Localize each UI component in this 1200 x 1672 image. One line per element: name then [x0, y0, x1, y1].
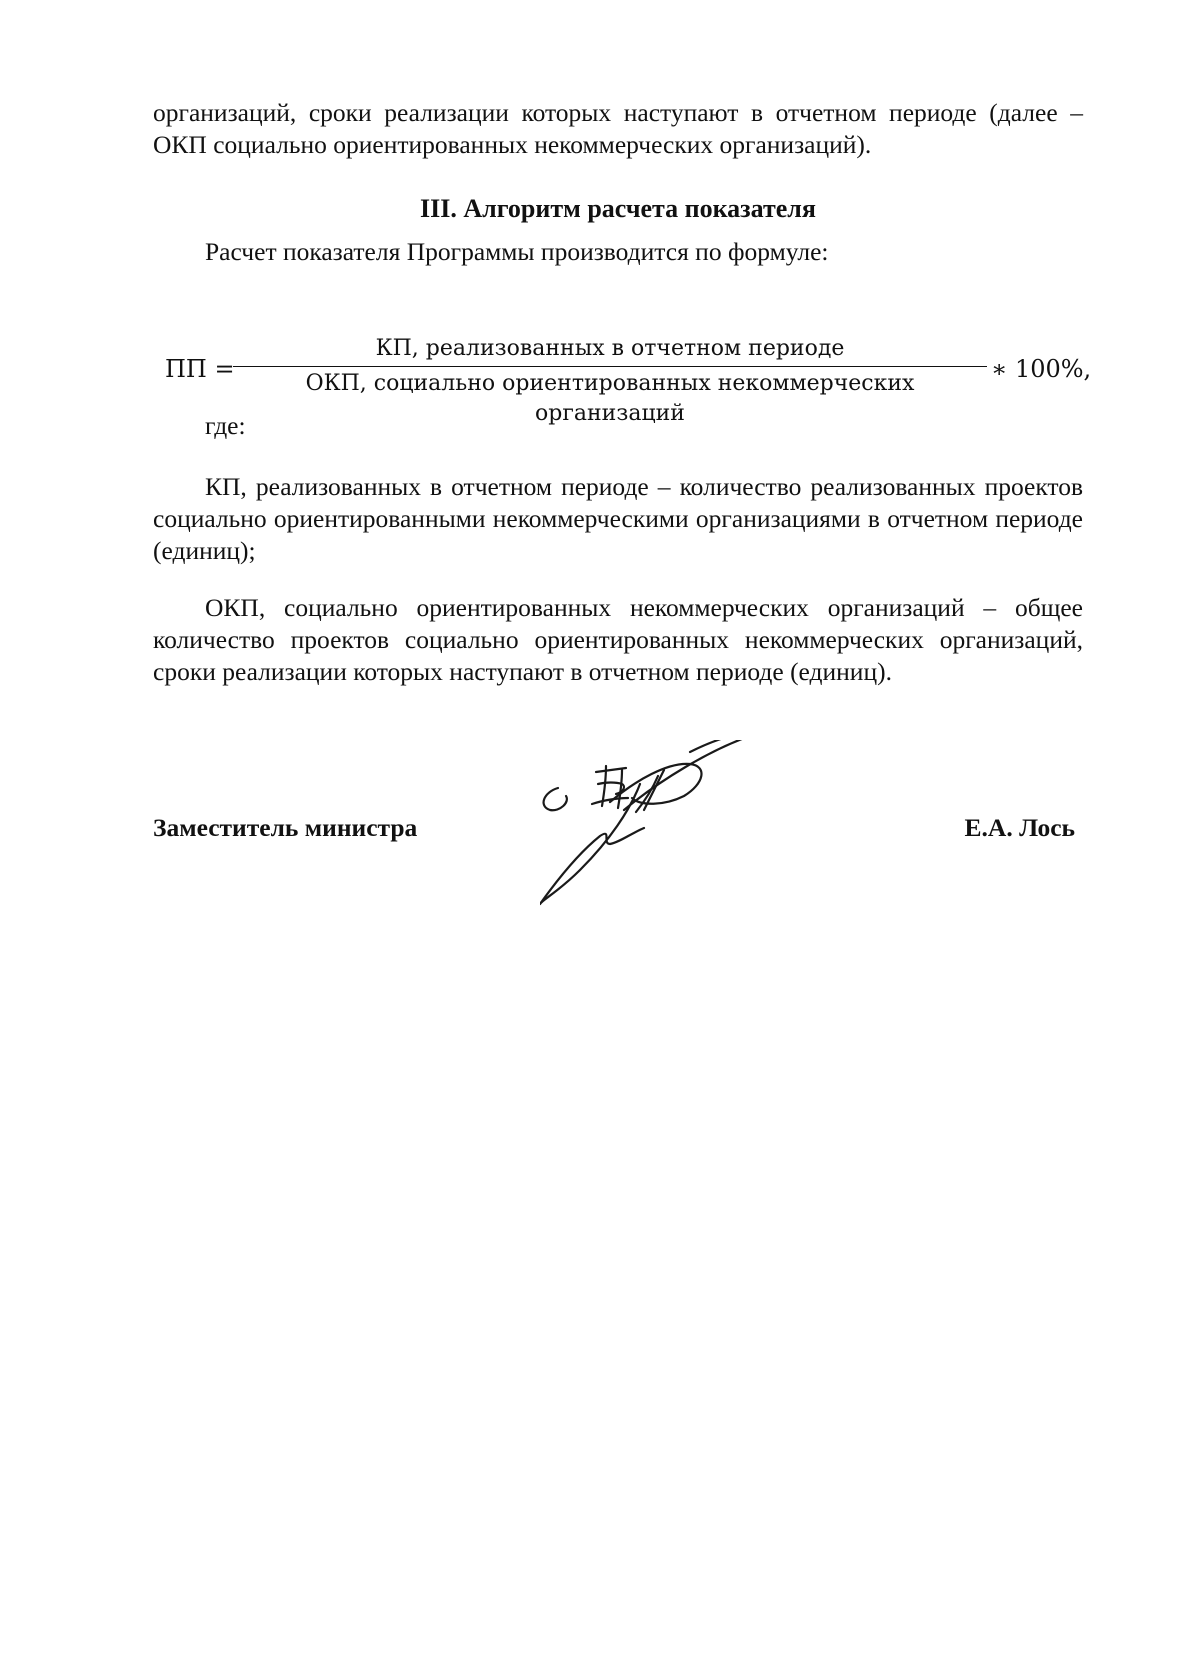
formula-intro: Расчет показателя Программы производится по формуле: — [205, 237, 829, 266]
formula-rhs: ∗ 100%, — [991, 355, 1092, 383]
formula-numerator: КП, реализованных в отчетном периоде — [375, 336, 845, 361]
formula-denominator: ОКП, социально ориентированных некоммерческих организаций — [305, 371, 915, 426]
position-title: Заместитель министра — [153, 813, 418, 842]
fraction-bar — [233, 366, 987, 367]
signatory-name: Е.А. Лось — [964, 813, 1075, 842]
definition-kp: КП, реализованных в отчетном периоде – количество реализованных проектов социально ориентированными некоммерческими организациями в отчетном периоде (единиц); — [153, 472, 1083, 565]
definition-okp: ОКП, социально ориентированных некоммерческих организаций – общее количество проектов социально ориентированных некоммерческих организаций, сроки реализации которых наступают в отчетном периоде (единиц). — [153, 593, 1083, 686]
where-label: где: — [205, 411, 246, 440]
paragraph-continuation: организаций, сроки реализации которых наступают в отчетном периоде (далее – ОКП социально ориентированных некоммерческих организаций). — [153, 98, 1083, 159]
formula-lhs: ПП = — [165, 355, 235, 383]
section-heading: III. Алгоритм расчета показателя — [420, 194, 816, 223]
handwritten-signature — [540, 740, 790, 940]
